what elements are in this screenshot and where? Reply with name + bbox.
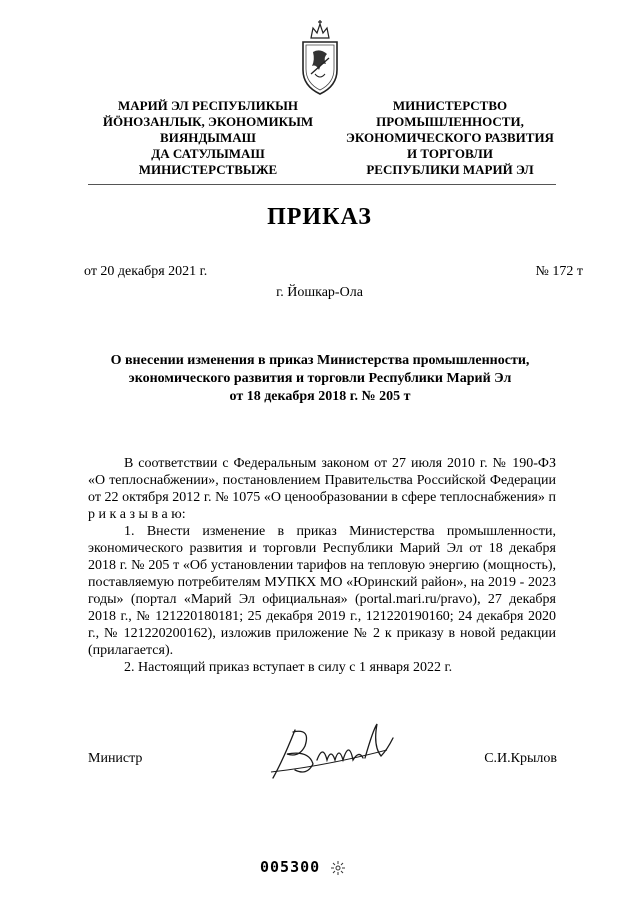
order-number: № 172 т (535, 264, 583, 279)
city: г. Йошкар-Ола (276, 285, 363, 300)
header-line: РЕСПУБЛИКИ МАРИЙ ЭЛ (366, 162, 534, 177)
header-line: МИНИСТЕРСТВЫЖЕ (138, 162, 278, 177)
order-body (88, 455, 556, 676)
header-line: И ТОРГОВЛИ (407, 146, 493, 161)
serial-number: 005300 (260, 858, 321, 876)
ornament-icon (330, 860, 346, 876)
ministry-name-russian (325, 98, 575, 178)
header-line: ВИЯНДЫМАШ (160, 130, 256, 145)
subject-line: от 18 декабря 2018 г. № 205 т (229, 389, 411, 404)
order-date: от 20 декабря 2021 г. (84, 264, 208, 279)
signer-role: Министр (88, 751, 143, 766)
header-line: ДА САТУЛЫМАШ (151, 146, 265, 161)
header-line: ПРОМЫШЛЕННОСТИ, (376, 114, 524, 129)
body-paragraph: 2. Настоящий приказ вступает в силу с 1 января 2022 г. (124, 660, 453, 675)
handwritten-signature (265, 720, 410, 788)
header-divider (88, 184, 556, 185)
header-line: ЭКОНОМИЧЕСКОГО РАЗВИТИЯ (346, 130, 554, 145)
signer-name: С.И.Крылов (484, 751, 557, 766)
subject-line: О внесении изменения в приказ Министерства промышленности, (110, 353, 530, 368)
body-paragraph: В соответствии с Федеральным законом от 27 июля 2010 г. № 190-ФЗ «О теплоснабжении», постановлением Правительства Российской Федерации от 22 октября 2012 г. № 1075 «О ценообразовании в сфере теплоснабжения» п р и к а з ы в а ю: (88, 456, 556, 522)
coat-of-arms-icon (299, 18, 341, 96)
body-paragraph: 1. Внести изменение в приказ Министерства промышленности, экономического развития и торговли Республики Марий Эл от 18 декабря 2018 г. № 205 т «Об установлении тарифов на тепловую энергию (мощность), поставляемую потребителям МУПКХ МО «Юринский район», на 2019 - 2023 годы» (портал «Марий Эл официальная» (portal.mari.ru/pravo), 27 декабря 2018 г., № 121220180181; 25 декабря 2019 г., 121220190160; 24 декабря 2020 г., № 121220200162), изложив приложение № 2 к приказу в новой редакции (прилагается). (88, 524, 556, 658)
header-line: МАРИЙ ЭЛ РЕСПУБЛИКЫН (117, 98, 299, 113)
header-line: МИНИСТЕРСТВО (392, 98, 508, 113)
order-subject (60, 352, 580, 406)
header-line: ЙÖНОЗАНЛЫК, ЭКОНОМИКЫМ (102, 114, 314, 129)
ministry-name-mari (83, 98, 333, 178)
subject-line: экономического развития и торговли Республики Марий Эл (128, 371, 512, 386)
document-title: ПРИКАЗ (267, 204, 372, 230)
